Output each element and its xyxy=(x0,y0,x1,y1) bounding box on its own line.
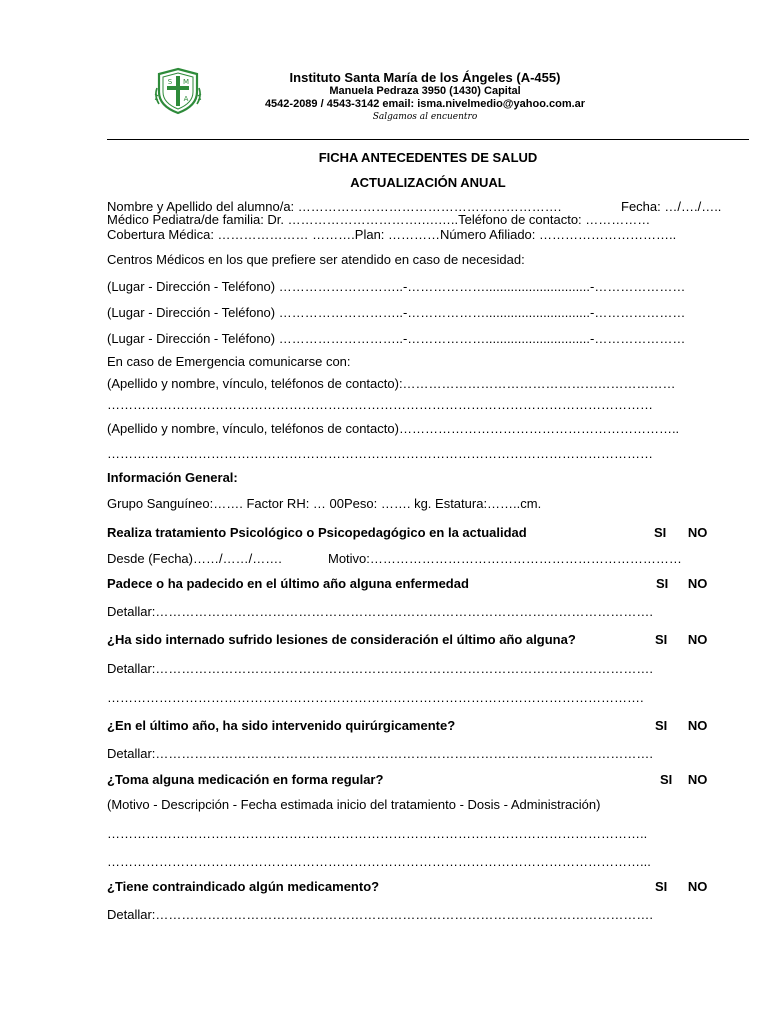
hospital-options xyxy=(655,632,707,647)
emergency-contact-2: (Apellido y nombre, vínculo, teléfonos de contacto)……………………………………………………….. xyxy=(107,421,680,436)
institution-name: Instituto Santa María de los Ángeles (A-455) xyxy=(289,70,561,85)
center-row-1: (Lugar - Dirección - Teléfono) ………………………..-……………….............................-………………… xyxy=(107,279,686,294)
question-surgery: ¿En el último año, ha sido intervenido quirúrgicamente? xyxy=(107,718,456,733)
illness-detail: Detallar:……………………………………………………………………………………………………. xyxy=(107,604,654,619)
question-contraindication: ¿Tiene contraindicado algún medicamento? xyxy=(107,879,380,894)
surgery-options xyxy=(655,718,707,733)
psych-no-option[interactable]: NO xyxy=(687,525,708,540)
question-illness: Padece o ha padecido en el último año alguna enfermedad xyxy=(107,576,469,591)
institution-address: Manuela Pedraza 3950 (1430) Capital xyxy=(329,85,521,97)
contra-no-option[interactable]: NO xyxy=(687,879,708,894)
surgery-detail: Detallar:……………………………………………………………………………………………………. xyxy=(107,746,654,761)
school-crest-logo xyxy=(153,66,203,116)
institution-contact: 4542-2089 / 4543-3142 email: isma.nivelmedio@yahoo.com.ar xyxy=(264,98,586,110)
medication-no-option[interactable]: NO xyxy=(687,772,708,787)
logo-letter-a: A xyxy=(183,95,189,103)
medication-yes-option[interactable]: SI xyxy=(660,772,673,787)
hospital-detail: Detallar:……………………………………………………………………………………………………. xyxy=(107,661,654,676)
logo-letter-m: M xyxy=(182,78,190,86)
hospital-no-option[interactable]: NO xyxy=(687,632,708,647)
center-row-2: (Lugar - Dirección - Teléfono) ………………………..-……………….............................-………………… xyxy=(107,305,686,320)
emergency-intro: En caso de Emergencia comunicarse con: xyxy=(107,354,351,369)
hospital-yes-option[interactable]: SI xyxy=(655,632,668,647)
medication-blank-2: ……………………………………………………………………………………………………………... xyxy=(107,854,651,869)
illness-options xyxy=(656,576,707,591)
center-row-3: (Lugar - Dirección - Teléfono) ………………………..-……………….............................-………………… xyxy=(107,331,686,346)
centers-intro: Centros Médicos en los que prefiere ser atendido en caso de necesidad: xyxy=(107,252,525,267)
surgery-no-option[interactable]: NO xyxy=(687,718,708,733)
emergency-contact-1: (Apellido y nombre, vínculo, teléfonos de contacto):……………………………………………………… xyxy=(107,376,676,391)
form-title: FICHA ANTECEDENTES DE SALUD xyxy=(318,150,538,165)
header-divider xyxy=(107,139,749,140)
question-psych: Realiza tratamiento Psicológico o Psicopedagógico en la actualidad xyxy=(107,525,527,540)
medication-options xyxy=(660,772,707,787)
form-subtitle: ACTUALIZACIÓN ANUAL xyxy=(350,175,506,190)
institution-motto: Salgamos al encuentro xyxy=(372,112,478,122)
doctor-line: Médico Pediatra/de familia: Dr. ………………………….….…..Teléfono de contacto: …………… xyxy=(107,212,651,227)
surgery-yes-option[interactable]: SI xyxy=(655,718,668,733)
psych-options xyxy=(654,525,707,540)
question-hospitalization: ¿Ha sido internado sufrido lesiones de consideración el último año alguna? xyxy=(107,632,576,647)
psych-from-date: Desde (Fecha)……/……/……. xyxy=(107,551,282,566)
medication-description: (Motivo - Descripción - Fecha estimada inicio del tratamiento - Dosis - Administración) xyxy=(107,797,601,812)
general-heading: Información General: xyxy=(107,470,238,485)
contra-yes-option[interactable]: SI xyxy=(655,879,668,894)
question-medication: ¿Toma alguna medicación en forma regular? xyxy=(107,772,384,787)
illness-no-option[interactable]: NO xyxy=(687,576,708,591)
student-name-line: Nombre y Apellido del alumno/a: ……………………………………………………. xyxy=(107,199,562,214)
medication-blank-1: …………………………………………………………………………………………………………….. xyxy=(107,826,648,841)
blood-weight-line: Grupo Sanguíneo:……. Factor RH: … 00Peso: ……. kg. Estatura:……..cm. xyxy=(107,496,542,511)
psych-reason: Motivo:……………………………………………………………… xyxy=(328,551,682,566)
date-field: Fecha: …/…./….. xyxy=(621,199,722,214)
psych-yes-option[interactable]: SI xyxy=(654,525,667,540)
emergency-blank-2: ……………………………………………………………………………………………………………… xyxy=(107,446,653,461)
contra-detail: Detallar:……………………………………………………………………………………………………. xyxy=(107,907,654,922)
contra-options xyxy=(655,879,707,894)
hospital-blank: ……………………………………………………………………………………………………………. xyxy=(107,690,644,705)
coverage-line: Cobertura Médica: ………………… ……….Plan: …………Número Afiliado: ………………………….. xyxy=(107,227,677,242)
logo-letter-s: S xyxy=(167,78,173,86)
illness-yes-option[interactable]: SI xyxy=(656,576,669,591)
emergency-blank-1: ……………………………………………………………………………………………………………… xyxy=(107,397,653,412)
